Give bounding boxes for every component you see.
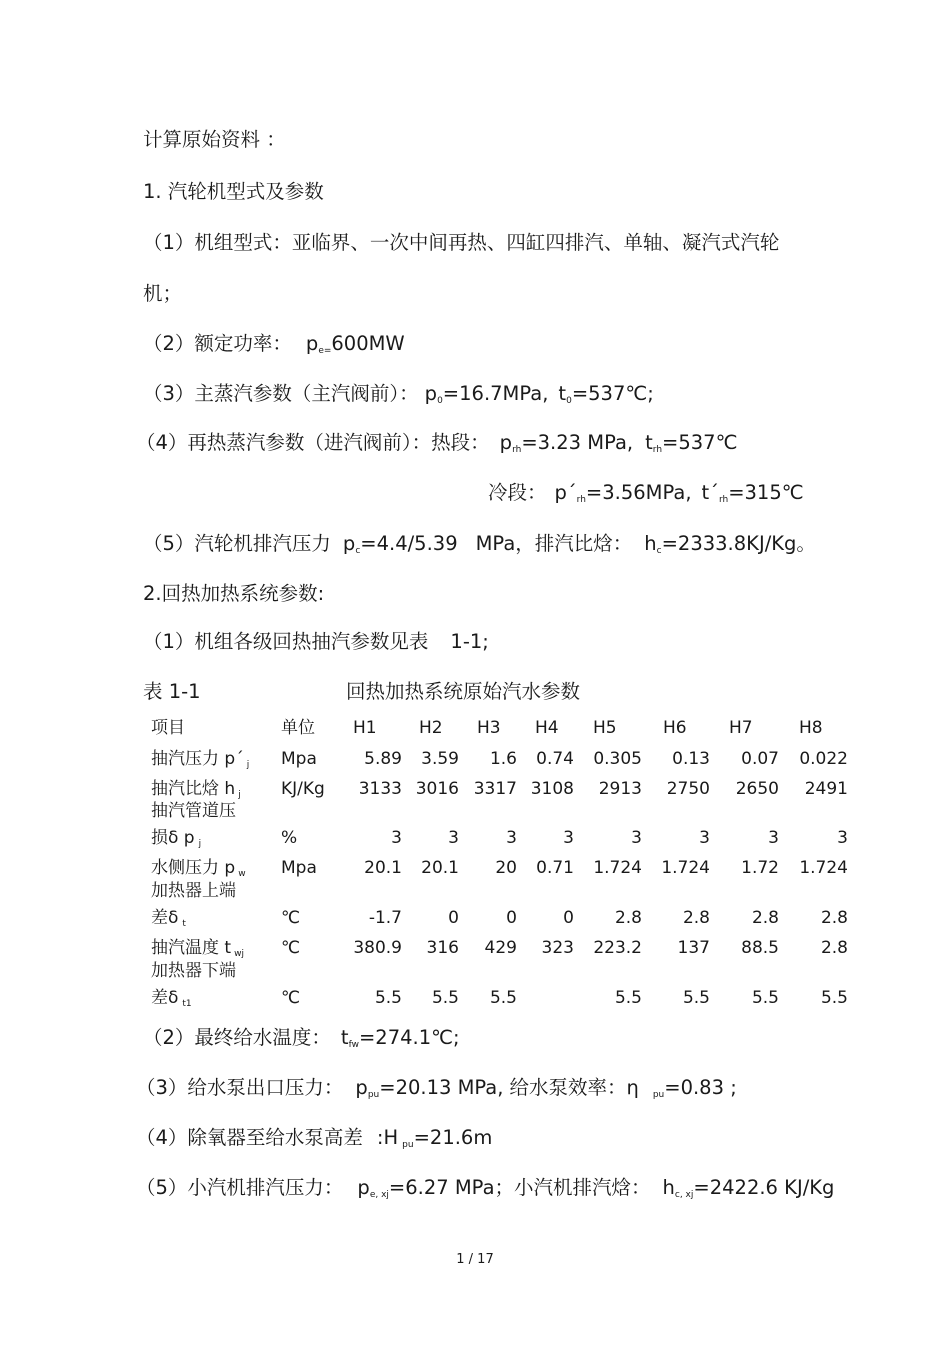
row-unit: KJ/Kg [281, 779, 325, 799]
section2b-item2-t-subscript: fw [348, 1040, 359, 1050]
row-value-h8: 3 [837, 828, 848, 848]
row-value-h8: 2.8 [820, 908, 848, 928]
row-value-h2: 0 [448, 908, 459, 928]
row-value-h4: 0 [563, 908, 574, 928]
item4-cold-label: 冷段： [488, 481, 547, 504]
row-label: 差δ $_t$ [151, 908, 186, 929]
row-value-h7: 3 [768, 828, 779, 848]
row-value-h2: 20.1 [421, 858, 459, 878]
row-value-h6: 5.5 [682, 988, 710, 1008]
table-header-cell: H2 [419, 718, 443, 738]
table-header-cell: H5 [593, 718, 617, 738]
table-header-cell: H4 [535, 718, 559, 738]
item5-h-symbol: h [644, 532, 657, 555]
row-value-h1: 3 [391, 828, 402, 848]
row-unit: Mpa [281, 858, 317, 878]
row-value-h1: 5.89 [364, 749, 402, 769]
table-header-cell: 单位 [281, 718, 315, 738]
section2b-item5-h-subscript: c, xj [674, 1190, 694, 1200]
item4-p-symbol: p [499, 431, 513, 454]
item4-cold-p-subscript: rh [576, 495, 586, 505]
row-value-h8: 0.022 [799, 749, 848, 769]
row-value-h7: 0.07 [741, 749, 779, 769]
row-label: 抽汽温度 t $_{wj}$ [151, 938, 244, 959]
row-label-line1: 加热器上端 [151, 881, 236, 901]
row-value-h6: 137 [677, 938, 710, 958]
row-value-h6: 0.13 [672, 749, 710, 769]
row-value-h5: 0.305 [593, 749, 642, 769]
row-value-h7: 5.5 [751, 988, 779, 1008]
section2-item1 [143, 630, 489, 654]
item2-label: （2）额定功率： [143, 332, 292, 355]
row-value-h1: 3133 [358, 779, 402, 799]
item4-t-symbol: t [645, 431, 653, 454]
row-value-h7: 88.5 [741, 938, 779, 958]
section2b-item5-h-value: =2422.6 KJ/Kg [693, 1176, 835, 1199]
section2b-item2-label: （2）最终给水温度： [143, 1026, 331, 1049]
item4-label: （4）再热蒸汽参数（进汽阀前）：热段： [136, 431, 490, 454]
row-value-h1: 20.1 [364, 858, 402, 878]
section1-item5 [143, 532, 816, 563]
row-value-h5: 3 [631, 828, 642, 848]
row-value-h6: 3 [699, 828, 710, 848]
row-value-h2: 316 [426, 938, 459, 958]
row-value-h8: 2.8 [820, 938, 848, 958]
row-value-h3: 0 [506, 908, 517, 928]
row-value-h2: 3 [448, 828, 459, 848]
item2-subscript: e= [318, 346, 332, 356]
heading: 计算原始资料 ： [143, 128, 286, 151]
section1-item3 [143, 382, 654, 413]
row-label-line1: 抽汽管道压 [151, 801, 236, 821]
row-label: 抽汽压力 p´ $_j$ [151, 749, 250, 770]
section2b-item4-h-value: =21.6m [413, 1126, 493, 1149]
row-value-h2: 5.5 [431, 988, 459, 1008]
row-value-h5: 5.5 [614, 988, 642, 1008]
row-label: 差δ $_{t1}$ [151, 988, 192, 1009]
item3-label: （3）主蒸汽参数（主汽阀前）： [143, 382, 419, 405]
row-unit: Mpa [281, 749, 317, 769]
section1-item2 [143, 332, 405, 363]
section1-item1-line-a: （1）机组型式：亚临界、一次中间再热、四缸四排汽、单轴、凝汽式汽轮 [143, 231, 780, 254]
table-caption: 回热加热系统原始汽水参数 [346, 680, 581, 703]
row-unit: ℃ [281, 938, 301, 958]
row-value-h7: 2650 [735, 779, 779, 799]
row-value-h1: 380.9 [353, 938, 402, 958]
row-unit: ℃ [281, 908, 301, 928]
item4-cold-p-value: =3.56MPa, [585, 481, 692, 504]
row-value-h3: 3317 [473, 779, 517, 799]
item5-h-subscript: c [656, 546, 662, 556]
table-header-cell: H6 [663, 718, 687, 738]
section2-item2 [143, 1026, 460, 1057]
row-value-h7: 2.8 [751, 908, 779, 928]
row-value-h4: 3108 [530, 779, 574, 799]
item3-t-value: =537℃; [571, 382, 654, 405]
row-value-h5: 2.8 [614, 908, 642, 928]
table-header-cell: H3 [477, 718, 501, 738]
item4-p-subscript: rh [512, 445, 522, 455]
section2b-item4-h-subscript: pu [402, 1140, 414, 1150]
row-unit: ℃ [281, 988, 301, 1008]
section1-item1-line-b: 机； [143, 282, 183, 305]
row-value-h8: 2491 [804, 779, 848, 799]
item3-p-symbol: p [424, 382, 438, 405]
section2b-item3-p-symbol: p [355, 1076, 368, 1099]
section2b-item4-label: （4）除氧器至给水泵高差 [136, 1126, 363, 1149]
item5-p-symbol: p [342, 532, 356, 555]
item3-p-subscript: 0 [437, 396, 443, 406]
item5-h-value: =2333.8KJ/Kg。 [661, 532, 816, 555]
row-value-h3: 5.5 [489, 988, 517, 1008]
section2-item1-label: （1）机组各级回热抽汽参数见表 [143, 630, 429, 653]
row-label: 抽汽比焓 h $_j$ [151, 779, 241, 800]
section2b-item5-p-symbol: p [357, 1176, 370, 1199]
section2b-item3-p-subscript: pu [367, 1090, 380, 1100]
item3-t-symbol: t [558, 382, 567, 405]
row-value-h6: 2750 [666, 779, 710, 799]
item5-p-value: =4.4/5.39 [360, 532, 458, 555]
section1-title: 1. 汽轮机型式及参数 [143, 180, 324, 203]
section2b-item5-p-subscript: e, xj [369, 1190, 389, 1200]
item3-p-value: =16.7MPa, [442, 382, 549, 405]
row-value-h5: 223.2 [593, 938, 642, 958]
row-unit: % [281, 828, 298, 848]
item4-cold-t-subscript: rh [718, 495, 729, 505]
section1-item4 [136, 431, 738, 462]
item5-p-subscript: c [355, 546, 361, 556]
item4-p-value: =3.23 MPa, [521, 431, 634, 454]
row-value-h5: 2913 [598, 779, 642, 799]
page-number: 1 / 17 [456, 1252, 494, 1267]
table-header-cell: H8 [799, 718, 823, 738]
item5-label: （5）汽轮机排汽压力 [143, 532, 331, 555]
item2-value: 600MW [331, 332, 405, 355]
section2-item4 [136, 1126, 492, 1157]
row-label-line1: 加热器下端 [151, 961, 236, 981]
row-value-h8: 5.5 [820, 988, 848, 1008]
section2-item3 [136, 1076, 737, 1107]
table-header-cell: H7 [729, 718, 753, 738]
section2b-item2-t-symbol: t [340, 1026, 349, 1049]
section2-title: 2.回热加热系统参数: [143, 582, 325, 605]
table-header-cell: 项目 [151, 718, 185, 738]
row-value-h4: 0.71 [536, 858, 574, 878]
section2b-item4-h-symbol: :H [376, 1126, 399, 1149]
row-value-h2: 3016 [415, 779, 459, 799]
item4-cold-t-value: =315℃ [728, 481, 804, 504]
row-label: 水侧压力 p $_w$ [151, 858, 246, 879]
row-label: 损δ p $_j$ [151, 828, 202, 849]
item4-t-value: =537℃ [662, 431, 738, 454]
row-value-h3: 20 [495, 858, 517, 878]
item5-unit: MPa，排汽比焓： [475, 532, 633, 555]
section2-item1-ref: 1-1; [450, 630, 489, 653]
item2-symbol: p [305, 332, 319, 355]
section2-item5 [136, 1176, 834, 1207]
section1-item4-cold [488, 481, 804, 512]
row-value-h2: 3.59 [421, 749, 459, 769]
row-value-h8: 1.724 [799, 858, 848, 878]
row-value-h3: 429 [484, 938, 517, 958]
table-header-cell: H1 [353, 718, 377, 738]
table-label: 表 1-1 [143, 680, 201, 703]
item4-cold-p-symbol: p´ [554, 481, 577, 504]
row-value-h6: 1.724 [661, 858, 710, 878]
section2b-item3-eff-subscript: pu [652, 1090, 665, 1100]
row-value-h6: 2.8 [682, 908, 710, 928]
section2b-item5-label: （5）小汽机排汽压力： [136, 1176, 344, 1199]
row-value-h5: 1.724 [593, 858, 642, 878]
row-value-h4: 323 [541, 938, 574, 958]
row-value-h3: 3 [506, 828, 517, 848]
row-value-h4: 0.74 [536, 749, 574, 769]
row-value-h1: 5.5 [374, 988, 402, 1008]
item4-cold-t-symbol: t´ [701, 481, 719, 504]
row-value-h4: 3 [563, 828, 574, 848]
section2b-item5-p-value: =6.27 MPa；小汽机排汽焓： [388, 1176, 651, 1199]
row-value-h7: 1.72 [741, 858, 779, 878]
row-value-h3: 1.6 [489, 749, 517, 769]
item3-t-subscript: 0 [566, 396, 572, 406]
section2b-item5-h-symbol: h [662, 1176, 675, 1199]
row-value-h1: -1.7 [368, 908, 402, 928]
section2b-item2-t-value: =274.1℃; [358, 1026, 460, 1049]
section2b-item3-p-value: =20.13 MPa, [379, 1076, 504, 1099]
section2b-item3-label: （3）给水泵出口压力： [136, 1076, 344, 1099]
item4-t-subscript: rh [652, 445, 663, 455]
section2b-item3-eff-value: =0.83 ; [664, 1076, 737, 1099]
section2b-item3-eff-label: 给水泵效率：η [509, 1076, 639, 1099]
